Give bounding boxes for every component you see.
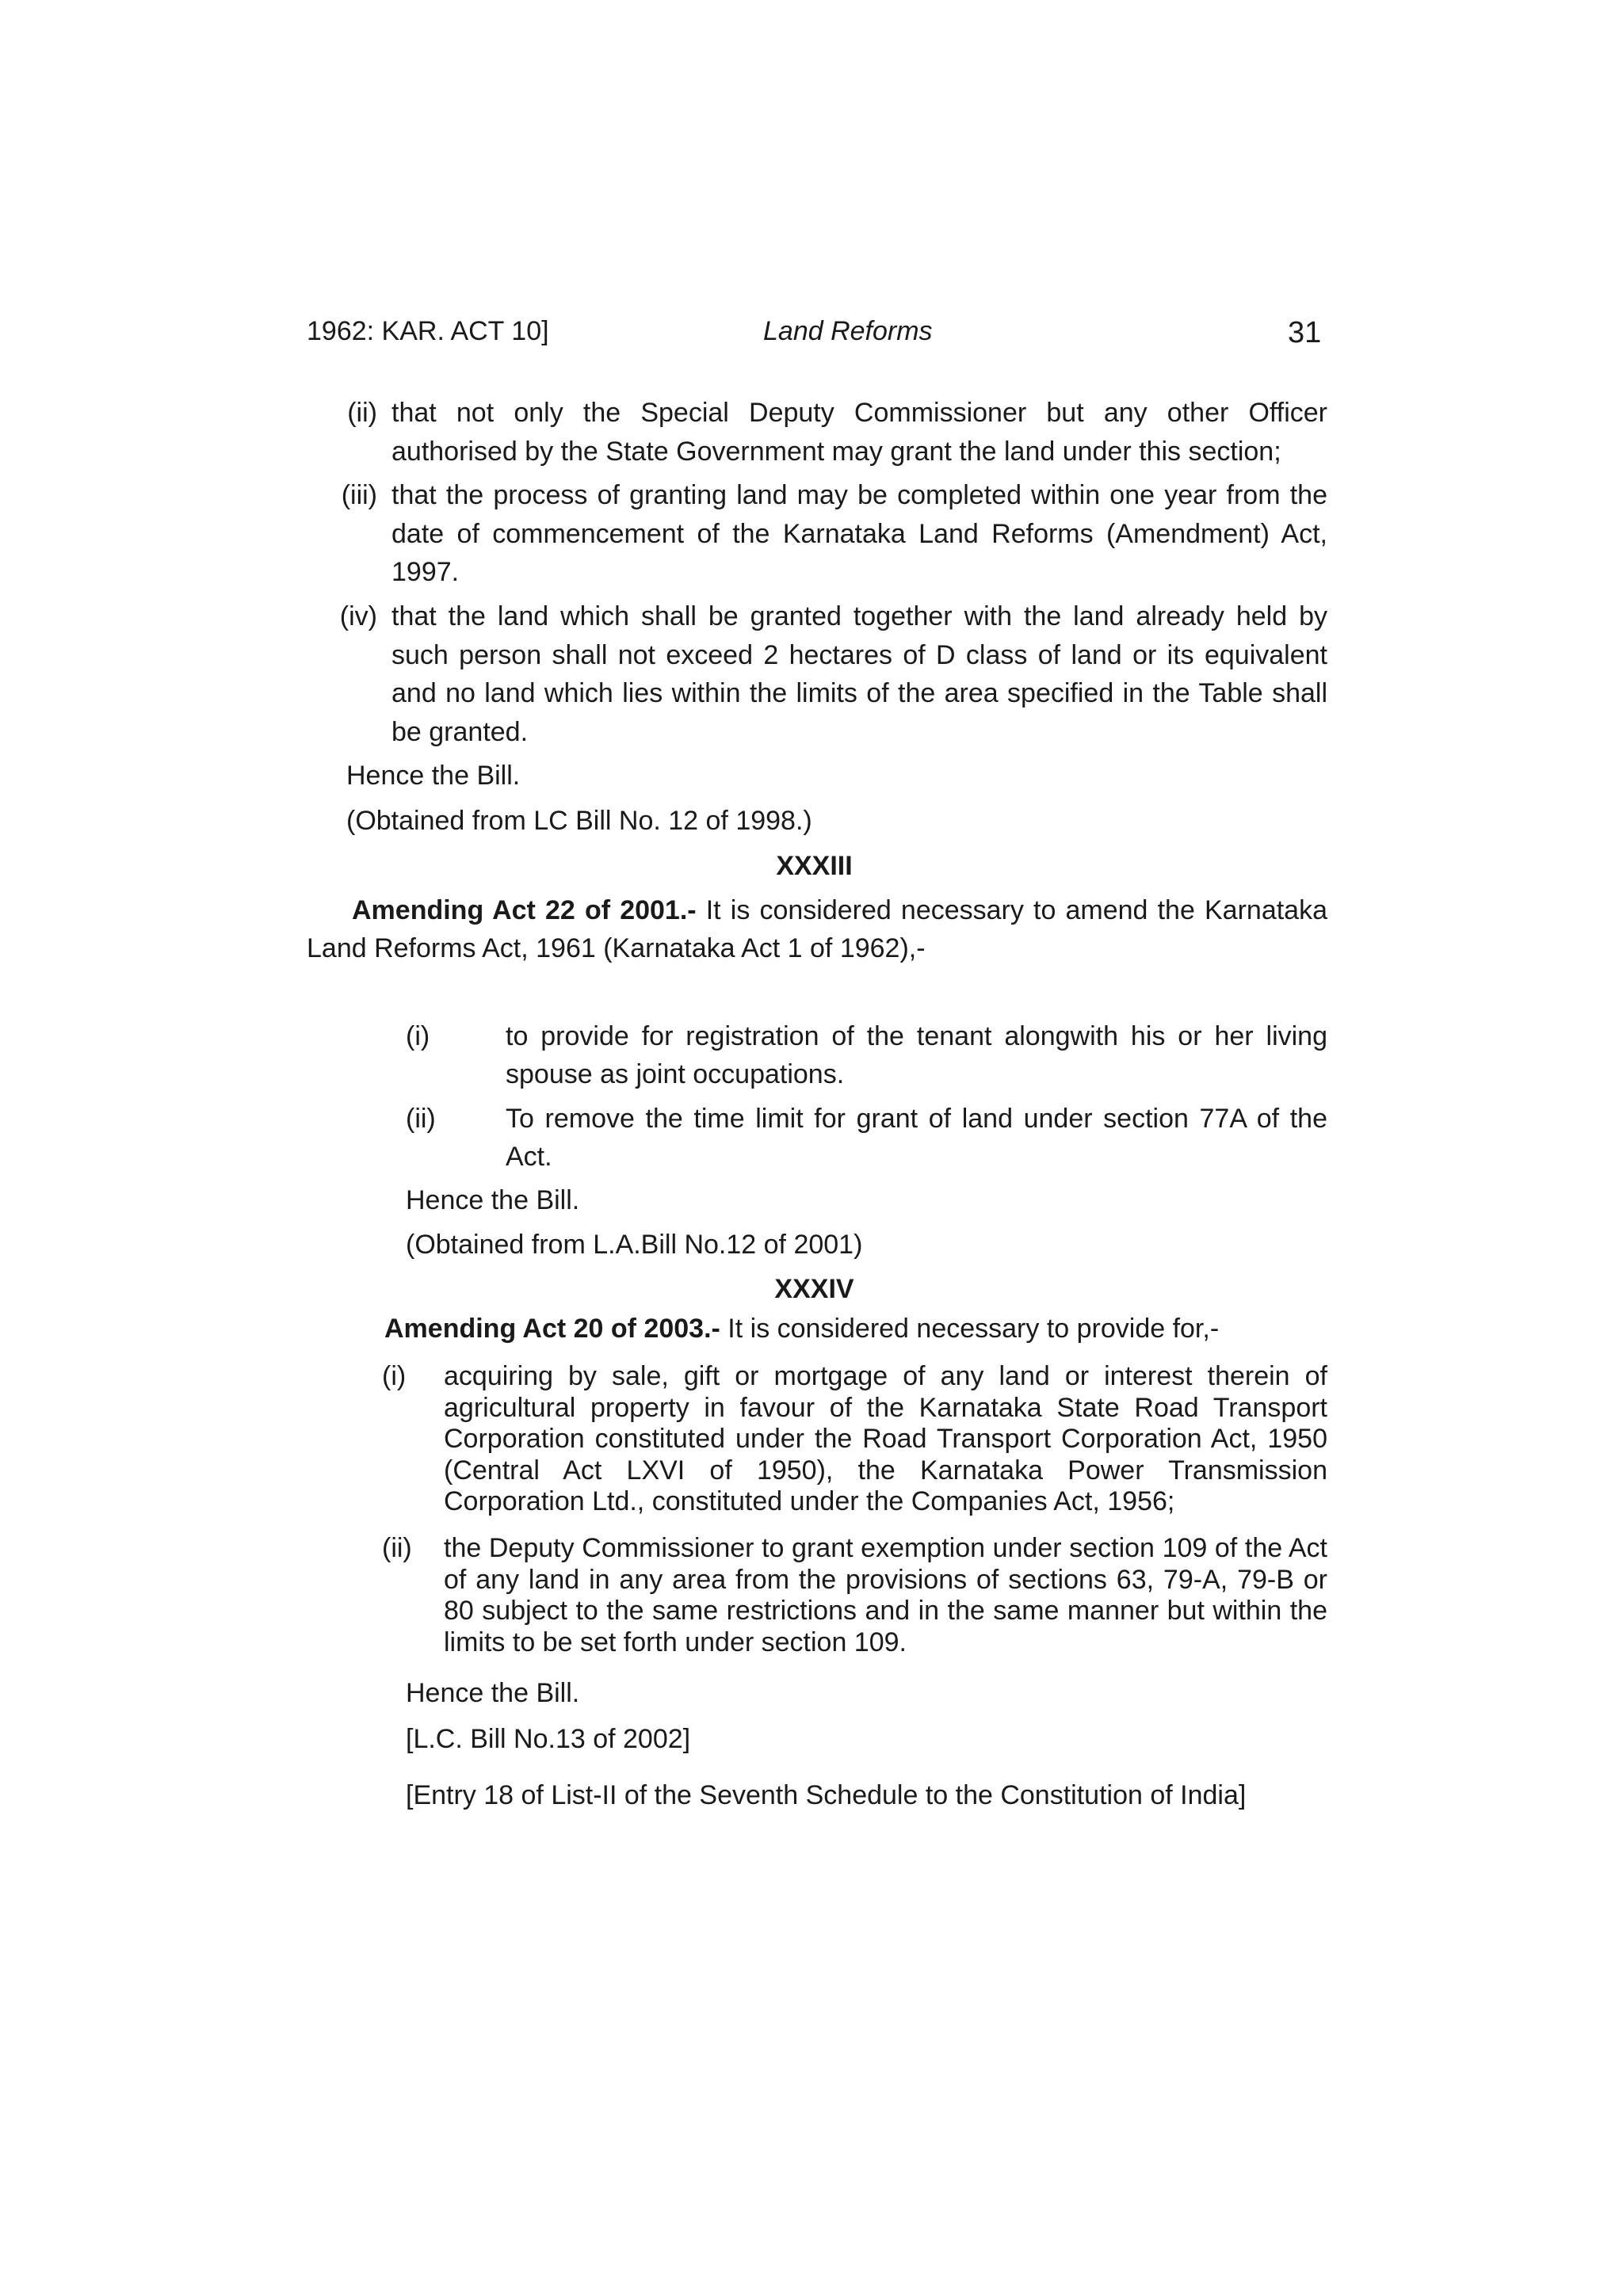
clause-number: (iv) <box>339 601 377 631</box>
clause-ii <box>382 1533 1327 1658</box>
amending-act-lead <box>307 891 1327 967</box>
clause-text: that the process of granting land may be completed within one year from the date of commencement of the Karnataka Land Reforms (Amendment) Act, 1997. <box>391 480 1327 587</box>
source-note: (Obtained from L.A.Bill No.12 of 2001) <box>406 1230 863 1260</box>
closing-statement: Hence the Bill. <box>346 761 521 791</box>
clause-text: that not only the Special Deputy Commissioner but any other Officer authorised by the State Government may grant the land under this section; <box>391 398 1327 467</box>
section-heading-xxxiii: XXXIII <box>776 851 853 881</box>
clause-number: (ii) <box>347 398 377 428</box>
clause-text: acquiring by sale, gift or mortgage of any land or interest therein of agricultural property in favour of the Karnataka State Road Transport Corporation constituted under the Road Transport Corporation Act, 1950 (Central Act LXVI of 1950), the Karnataka Power Transmission Corporation Ltd., constituted under the Companies Act, 1956; <box>444 1361 1327 1516</box>
clause-ii <box>333 394 1327 471</box>
bill-reference: [L.C. Bill No.13 of 2002] <box>406 1724 691 1754</box>
page-number: 31 <box>1288 316 1322 349</box>
closing-statement: Hence the Bill. <box>406 1678 580 1708</box>
amending-act-text: It is considered necessary to amend the Karnataka Land Reforms Act, 1961 (Karnataka Act 1 of 1962),- <box>307 895 1327 963</box>
amending-act-title: Amending Act 22 of 2001.- <box>352 895 697 925</box>
clause-ii <box>406 1100 1327 1176</box>
header-act-reference: 1962: KAR. ACT 10] <box>307 316 549 346</box>
clause-text: the Deputy Commissioner to grant exemption under section 109 of the Act of any land in any area from the provisions of sections 63, 79-A, 79-B or 80 subject to the same restrictions and in the same manner but within the limits to be set forth under section 109. <box>444 1533 1327 1657</box>
clause-number: (i) <box>382 1361 407 1391</box>
clause-iv <box>333 597 1327 751</box>
amending-act-text: It is considered necessary to provide for,- <box>727 1314 1220 1344</box>
clause-text: that the land which shall be granted together with the land already held by such person shall not exceed 2 hectares of D class of land or its equivalent and no land which lies within the limits of the area specified in the Table shall be granted. <box>391 601 1327 747</box>
clause-iii <box>333 476 1327 592</box>
closing-statement: Hence the Bill. <box>406 1185 580 1215</box>
clause-number: (i) <box>406 1021 430 1051</box>
section-heading-xxxiv: XXXIV <box>774 1274 854 1304</box>
clause-number: (iii) <box>341 480 377 510</box>
clause-number: (ii) <box>406 1104 436 1134</box>
constitution-entry: [Entry 18 of List-II of the Seventh Schedule to the Constitution of India] <box>406 1780 1247 1810</box>
clause-i <box>406 1017 1327 1093</box>
header-title: Land Reforms <box>763 316 933 346</box>
amending-act-title: Amending Act 20 of 2003.- <box>384 1314 720 1344</box>
source-note: (Obtained from LC Bill No. 12 of 1998.) <box>346 806 812 836</box>
clause-text: to provide for registration of the tenant alongwith his or her living spouse as joint occupations. <box>506 1021 1327 1089</box>
amending-act-lead <box>384 1311 1219 1346</box>
clause-number: (ii) <box>382 1533 412 1563</box>
clause-text: To remove the time limit for grant of land under section 77A of the Act. <box>506 1104 1327 1172</box>
clause-i <box>382 1361 1327 1518</box>
